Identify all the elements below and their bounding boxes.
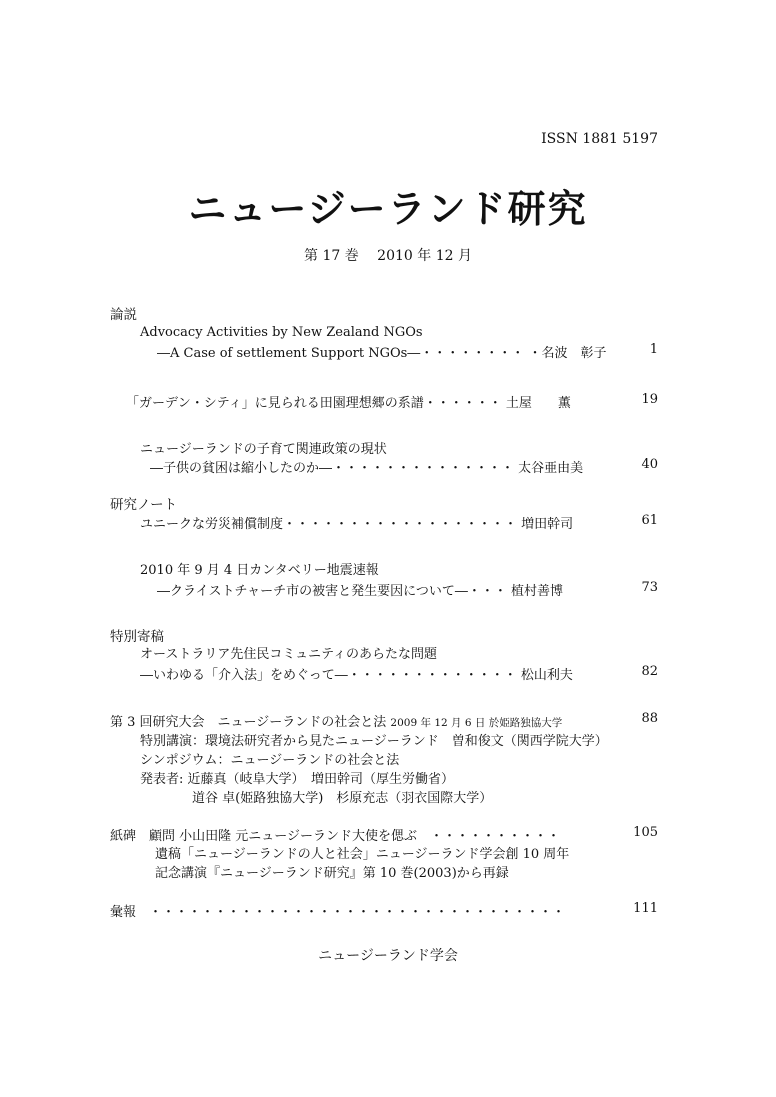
entry-3-page: 40: [641, 457, 658, 472]
entry-5-page: 73: [641, 580, 658, 595]
entry-4-page: 61: [641, 513, 658, 528]
entry-4-title: ユニークな労災補償制度・・・・・・・・・・・・・・・・・・ 増田幹司: [140, 517, 574, 532]
section-ronsetsu: 論説: [110, 307, 137, 323]
memorial-title: 紙碑 顧問 小山田隆 元ニュージーランド大使を偲ぶ ・・・・・・・・・・: [110, 829, 561, 844]
bulletin-page: 111: [633, 901, 658, 916]
entry-2-title: 「ガーデン・シティ」に見られる田園理想郷の系譜・・・・・・ 土屋 薫: [126, 396, 571, 411]
section-note: 研究ノート: [110, 497, 178, 513]
volume-line: 第 17 巻 2010 年 12 月: [304, 248, 472, 264]
conference-page: 88: [641, 711, 658, 726]
conference-symposium: シンポジウム：ニュージーランドの社会と法: [140, 753, 400, 768]
entry-5-subtitle: ―クライストチャーチ市の被害と発生要因について―・・・ 植村善博: [157, 584, 563, 599]
entry-6-subtitle: ―いわゆる「介入法」をめぐって―・・・・・・・・・・・・・ 松山利夫: [140, 668, 573, 683]
bulletin-line: 彙報 ・・・・・・・・・・・・・・・・・・・・・・・・・・・・・・・・: [110, 905, 566, 920]
conference-lecture: 特別講演：環境法研究者から見たニュージーランド 曽和俊文（関西学院大学）: [140, 734, 608, 749]
entry-6-title: オーストラリア先住民コミュニティのあらたな問題: [140, 647, 438, 662]
conference-presenters-2: 道谷 卓(姫路独協大学) 杉原充志（羽衣国際大学）: [192, 791, 493, 806]
entry-6-page: 82: [641, 664, 658, 679]
conference-presenters-1: 発表者: 近藤真（岐阜大学） 増田幹司（厚生労働省）: [140, 772, 455, 787]
issn: ISSN 1881 5197: [541, 131, 658, 147]
entry-1-title: Advocacy Activities by New Zealand NGOs: [140, 325, 423, 340]
entry-2-page: 19: [641, 392, 658, 407]
entry-1-subtitle: ―A Case of settlement Support NGOs―・・・・・・・・ ・名波 彰子: [157, 346, 607, 361]
conference-title: [110, 711, 562, 730]
entry-1-page: 1: [649, 342, 658, 357]
conference-date: 2009 年 12 月 6 日 於姫路独協大学: [390, 717, 563, 729]
section-special: 特別寄稿: [110, 629, 164, 645]
memorial-line-2: 遺稿「ニュージーランドの人と社会」ニュージーランド学会創 10 周年: [155, 847, 570, 862]
entry-5-title: 2010 年 9 月 4 日カンタベリー地震速報: [140, 563, 379, 578]
memorial-page: 105: [633, 825, 658, 840]
entry-3-subtitle: ―子供の貧困は縮小したのか―・・・・・・・・・・・・・・ 太谷亜由美: [150, 461, 584, 476]
entry-3-title: ニュージーランドの子育て関連政策の現状: [140, 442, 387, 457]
publisher-footer: ニュージーランド学会: [318, 948, 458, 964]
conference-main: 第 3 回研究大会 ニュージーランドの社会と法: [110, 715, 387, 730]
page-title: ニュージーランド研究: [188, 186, 588, 231]
memorial-line-3: 記念講演『ニュージーランド研究』第 10 巻(2003)から再録: [155, 866, 509, 881]
